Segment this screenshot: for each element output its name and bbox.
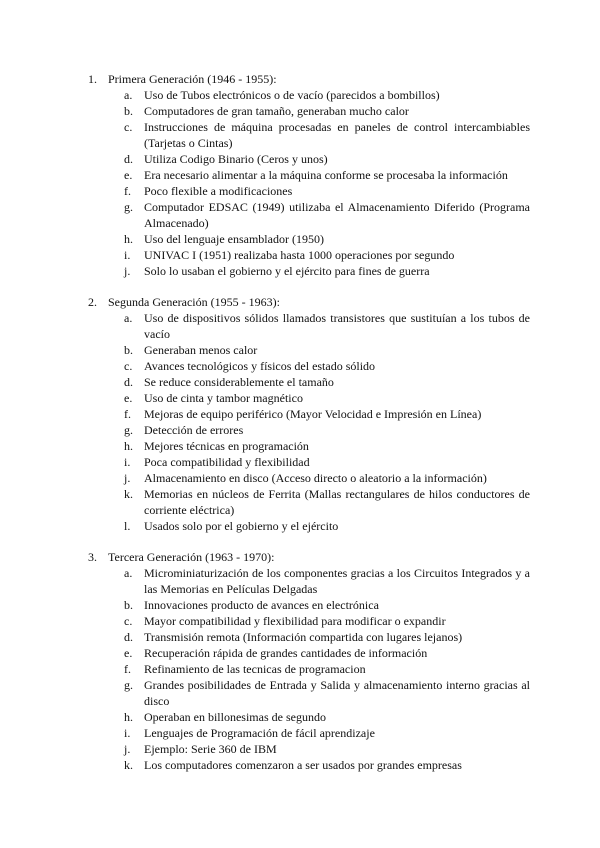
item-text: Usados solo por el gobierno y el ejército [144, 519, 339, 533]
item-letter: i. [124, 726, 131, 740]
item-letter: b. [124, 598, 133, 612]
characteristic-item [124, 629, 530, 645]
item-text: Ejemplo: Serie 360 de IBM [144, 742, 277, 756]
item-text: Detección de errores [144, 423, 244, 437]
characteristic-item [124, 390, 530, 406]
characteristic-item [124, 438, 530, 454]
item-letter: k. [124, 758, 133, 772]
item-letter: c. [124, 120, 133, 134]
item-text: Mejores técnicas en programación [144, 439, 309, 453]
characteristic-item [124, 661, 530, 677]
item-text: Computador EDSAC (1949) utilizaba el Almacenamiento Diferido (Programa Almacenado) [144, 200, 530, 230]
characteristic-item [124, 247, 530, 263]
item-letter: e. [124, 168, 133, 182]
characteristic-item [124, 565, 530, 597]
characteristic-item [124, 358, 530, 374]
item-text: UNIVAC I (1951) realizaba hasta 1000 operaciones por segundo [144, 248, 455, 262]
item-letter: a. [124, 88, 133, 102]
characteristic-item [124, 199, 530, 231]
item-letter: g. [124, 200, 133, 214]
generation-number: 1. [88, 72, 97, 86]
item-text: Operaban en billonesimas de segundo [144, 710, 326, 724]
item-text: Uso del lenguaje ensamblador (1950) [144, 232, 324, 246]
item-letter: j. [124, 264, 131, 278]
item-text: Microminiaturización de los componentes gracias a los Circuitos Integrados y a las Memorias en Películas Delgadas [144, 566, 530, 596]
item-text: Memorias en núcleos de Ferrita (Mallas rectangulares de hilos conductores de corriente eléctrica) [144, 487, 530, 517]
generation-title: Tercera Generación (1963 - 1970): [108, 550, 275, 564]
characteristic-item [124, 709, 530, 725]
item-letter: l. [124, 519, 131, 533]
item-text: Almacenamiento en disco (Acceso directo o aleatorio a la información) [144, 471, 487, 485]
item-letter: j. [124, 742, 131, 756]
item-letter: a. [124, 311, 133, 325]
item-letter: c. [124, 614, 133, 628]
characteristic-item [124, 119, 530, 151]
item-text: Uso de Tubos electrónicos o de vacío (parecidos a bombillos) [144, 88, 440, 102]
characteristic-item [124, 310, 530, 342]
characteristic-item [124, 677, 530, 709]
item-letter: g. [124, 678, 133, 692]
generation-item [88, 294, 530, 534]
item-letter: f. [124, 662, 131, 676]
generation-title: Segunda Generación (1955 - 1963): [108, 295, 280, 309]
item-letter: h. [124, 439, 133, 453]
item-letter: f. [124, 184, 131, 198]
item-letter: d. [124, 152, 133, 166]
generation-title: Primera Generación (1946 - 1955): [108, 72, 277, 86]
item-text: Transmisión remota (Información compartida con lugares lejanos) [144, 630, 463, 644]
item-text: Era necesario alimentar a la máquina conforme se procesaba la información [144, 168, 508, 182]
item-letter: h. [124, 232, 133, 246]
item-text: Recuperación rápida de grandes cantidades de información [144, 646, 428, 660]
item-text: Poca compatibilidad y flexibilidad [144, 455, 310, 469]
item-letter: b. [124, 104, 133, 118]
characteristic-item [124, 342, 530, 358]
item-letter: j. [124, 471, 131, 485]
item-letter: g. [124, 423, 133, 437]
characteristic-item [124, 757, 530, 773]
characteristic-item [124, 103, 530, 119]
item-text: Generaban menos calor [144, 343, 258, 357]
characteristics-list [108, 565, 530, 773]
characteristic-item [124, 374, 530, 390]
characteristic-item [124, 518, 530, 534]
characteristic-item [124, 613, 530, 629]
characteristic-item [124, 725, 530, 741]
item-letter: i. [124, 455, 131, 469]
item-letter: d. [124, 630, 133, 644]
item-text: Solo lo usaban el gobierno y el ejército para fines de guerra [144, 264, 430, 278]
characteristic-item [124, 167, 530, 183]
item-text: Computadores de gran tamaño, generaban mucho calor [144, 104, 409, 118]
item-letter: f. [124, 407, 131, 421]
item-letter: h. [124, 710, 133, 724]
item-text: Los computadores comenzaron a ser usados por grandes empresas [144, 758, 462, 772]
characteristic-item [124, 597, 530, 613]
item-text: Se reduce considerablemente el tamaño [144, 375, 334, 389]
characteristic-item [124, 486, 530, 518]
item-text: Instrucciones de máquina procesadas en paneles de control intercambiables (Tarjetas o Cintas) [144, 120, 530, 150]
item-letter: e. [124, 646, 133, 660]
generation-item [88, 549, 530, 773]
item-text: Uso de dispositivos sólidos llamados transistores que sustituían a los tubos de vacío [144, 311, 530, 341]
item-text: Lenguajes de Programación de fácil aprendizaje [144, 726, 375, 740]
item-letter: k. [124, 487, 133, 501]
characteristics-list [108, 310, 530, 534]
characteristics-list [108, 87, 530, 279]
characteristic-item [124, 406, 530, 422]
item-text: Mejoras de equipo periférico (Mayor Velocidad e Impresión en Línea) [144, 407, 482, 421]
generation-number: 2. [88, 295, 97, 309]
characteristic-item [124, 263, 530, 279]
item-text: Refinamiento de las tecnicas de programacion [144, 662, 366, 676]
item-letter: d. [124, 375, 133, 389]
item-text: Avances tecnológicos y físicos del estado sólido [144, 359, 376, 373]
item-text: Uso de cinta y tambor magnético [144, 391, 303, 405]
item-text: Utiliza Codigo Binario (Ceros y unos) [144, 152, 328, 166]
item-text: Mayor compatibilidad y flexibilidad para modificar o expandir [144, 614, 446, 628]
item-text: Grandes posibilidades de Entrada y Salida y almacenamiento interno gracias al disco [144, 678, 530, 708]
characteristic-item [124, 470, 530, 486]
generation-number: 3. [88, 550, 97, 564]
item-letter: e. [124, 391, 133, 405]
generations-list [0, 71, 600, 773]
generation-item [88, 71, 530, 279]
characteristic-item [124, 183, 530, 199]
item-letter: b. [124, 343, 133, 357]
characteristic-item [124, 454, 530, 470]
item-letter: i. [124, 248, 131, 262]
item-text: Poco flexible a modificaciones [144, 184, 293, 198]
item-letter: c. [124, 359, 133, 373]
characteristic-item [124, 422, 530, 438]
characteristic-item [124, 645, 530, 661]
characteristic-item [124, 741, 530, 757]
characteristic-item [124, 87, 530, 103]
item-text: Innovaciones producto de avances en electrónica [144, 598, 379, 612]
item-letter: a. [124, 566, 133, 580]
characteristic-item [124, 231, 530, 247]
characteristic-item [124, 151, 530, 167]
